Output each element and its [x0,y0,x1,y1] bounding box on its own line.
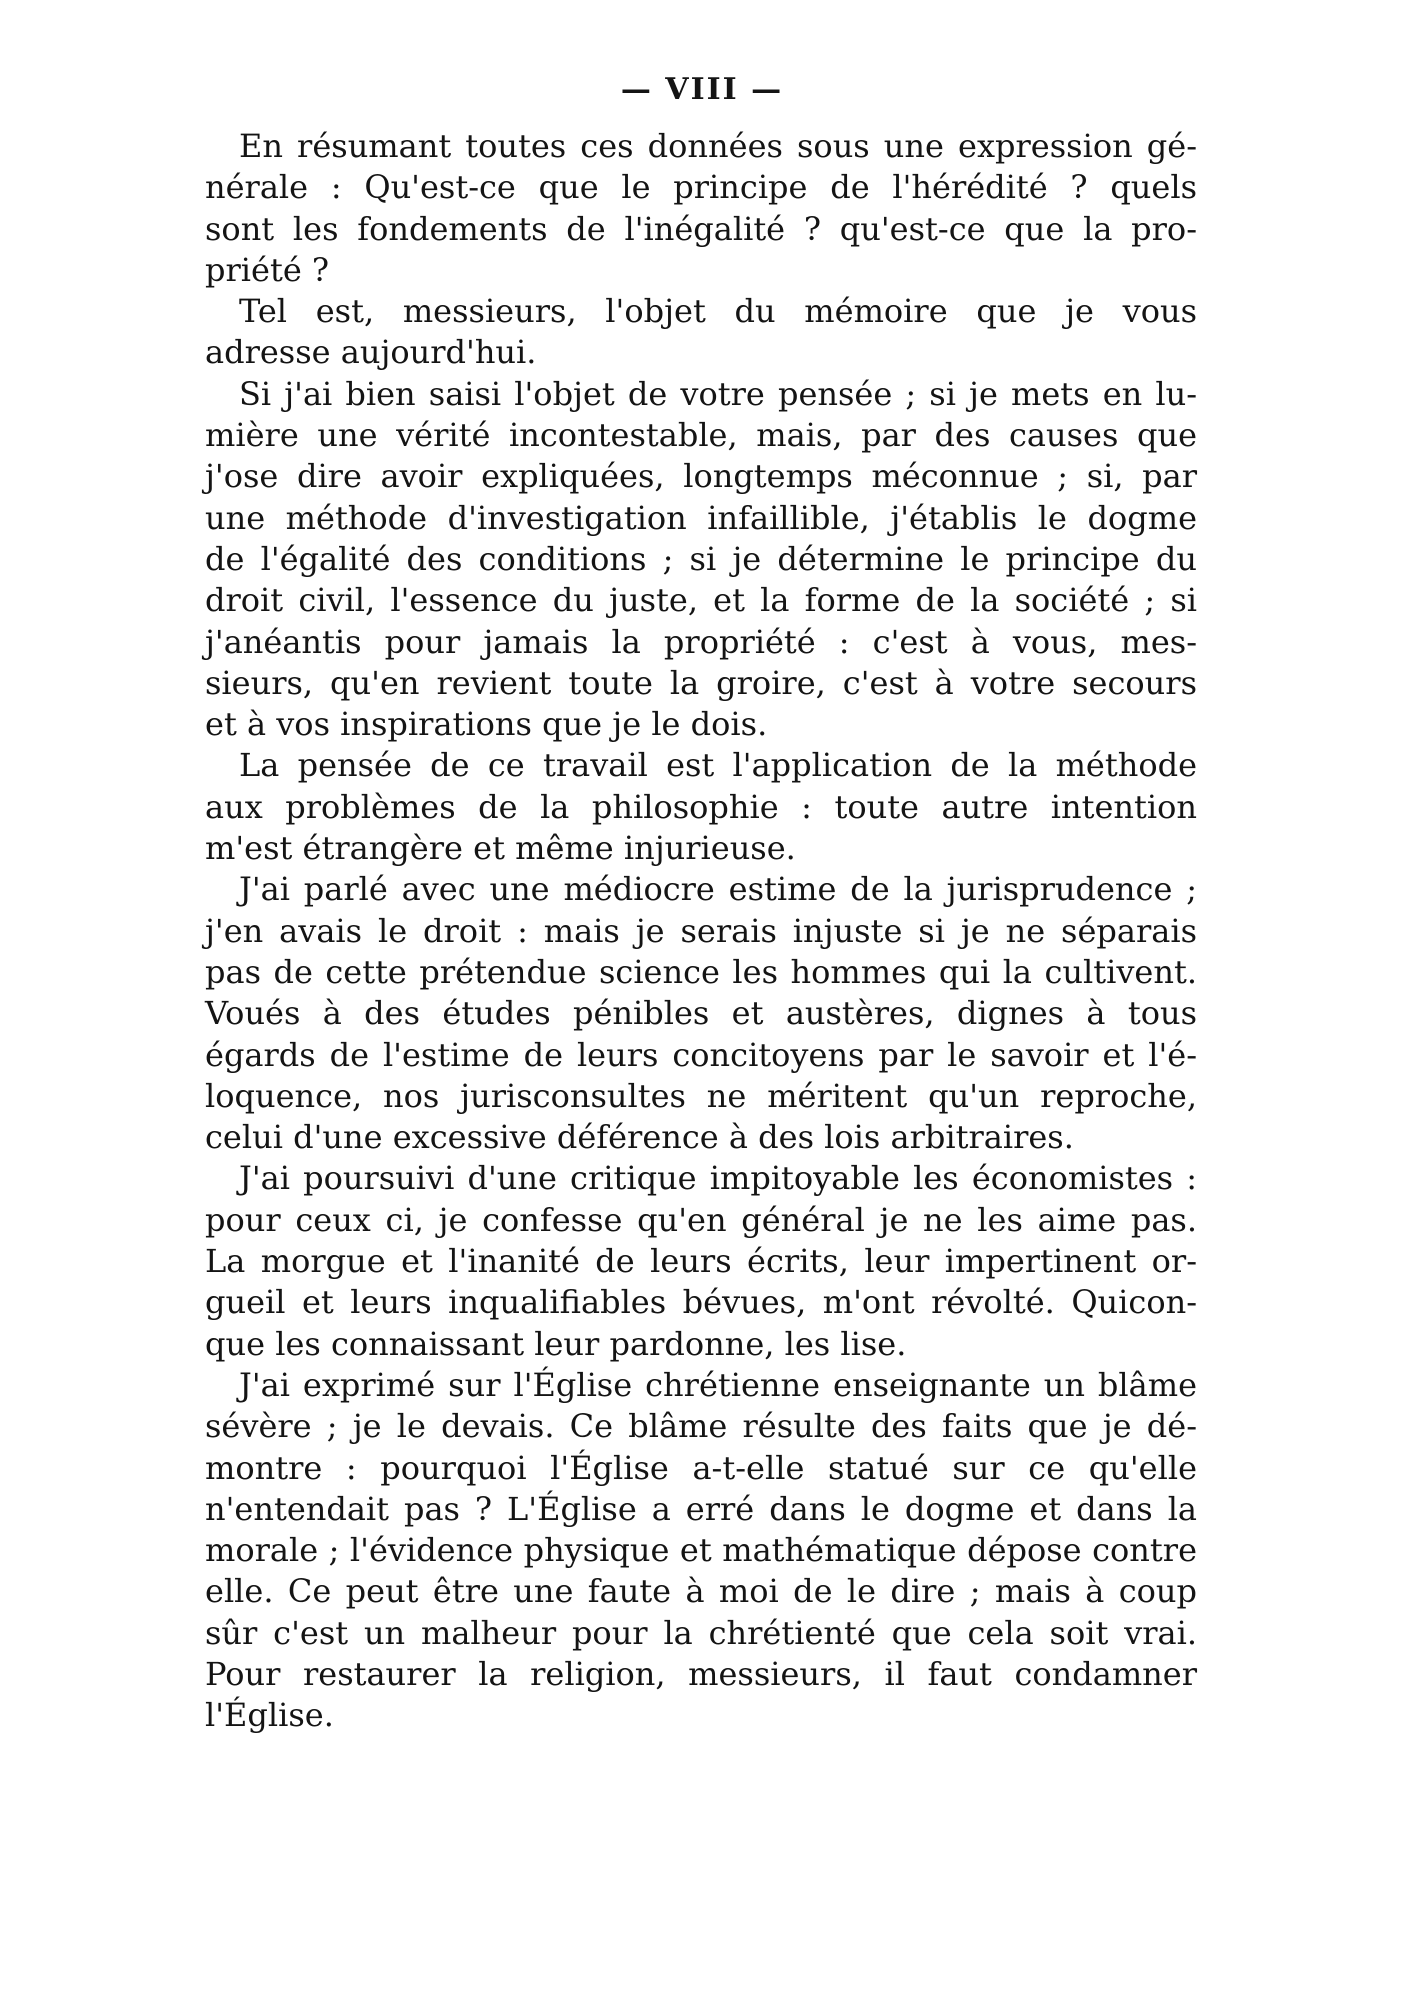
paragraph [205,869,1197,1158]
text-line: Pour restaurer la religion, messieurs, il faut condamner [205,1654,1197,1693]
text-line: morale ; l'évidence physique et mathématique dépose contre [205,1531,1197,1570]
text-line: sieurs, qu'en revient toute la groire, c'est à votre secours [205,663,1197,702]
page-number: — VIII — [620,72,784,107]
text-line: droit civil, l'essence du juste, et la forme de la société ; si [205,581,1197,620]
text-line: celui d'une excessive déférence à des lois arbitraires. [205,1118,1074,1157]
text-line: de l'égalité des conditions ; si je détermine le principe du [205,539,1197,578]
text-line: sont les fondements de l'inégalité ? qu'est-ce que la pro- [205,209,1197,248]
text-line: La pensée de ce travail est l'application de la méthode [239,746,1197,785]
text-line: J'ai parlé avec une médiocre estime de la jurisprudence ; [239,870,1197,909]
text-line: elle. Ce peut être une faute à moi de le dire ; mais à coup [205,1572,1197,1611]
text-line: aux problèmes de la philosophie : toute autre intention [205,787,1197,826]
text-line: loquence, nos jurisconsultes ne méritent qu'un reproche, [205,1076,1197,1115]
text-line: égards de l'estime de leurs concitoyens par le savoir et l'é- [205,1035,1197,1074]
text-line: J'ai poursuivi d'une critique impitoyable les économistes : [239,1159,1197,1198]
text-line: montre : pourquoi l'Église a-t-elle statué sur ce qu'elle [205,1448,1197,1487]
paragraph [205,291,1197,374]
paragraph [205,374,1197,746]
text-line: m'est étrangère et même injurieuse. [205,829,796,868]
text-line: En résumant toutes ces données sous une expression gé- [239,127,1197,165]
text-line: nérale : Qu'est-ce que le principe de l'hérédité ? quels [205,168,1197,207]
text-line: j'en avais le droit : mais je serais injuste si je ne séparais [205,911,1197,950]
text-line: mière une vérité incontestable, mais, par des causes que [205,416,1197,455]
paragraph [205,1365,1197,1737]
text-line: l'Église. [205,1696,334,1735]
paragraph [205,745,1197,869]
text-line: adresse aujourd'hui. [205,333,537,372]
text-line: et à vos inspirations que je le dois. [205,705,768,744]
text-line: j'anéantis pour jamais la propriété : c'est à vous, mes- [205,622,1197,661]
text-line: Tel est, messieurs, l'objet du mémoire que je vous [239,292,1197,331]
text-line: La morgue et l'inanité de leurs écrits, leur impertinent or- [205,1242,1197,1281]
text-line: priété ? [205,250,330,289]
text-line: pour ceux ci, je confesse qu'en général je ne les aime pas. [205,1200,1197,1239]
text-line: gueil et leurs inqualifiables bévues, m'ont révolté. Quicon- [205,1283,1197,1322]
text-line: une méthode d'investigation infaillible, j'établis le dogme [205,498,1197,537]
body-text [205,126,1197,1737]
paragraph [205,1158,1197,1364]
paragraph [205,126,1197,291]
text-line: Si j'ai bien saisi l'objet de votre pensée ; si je mets en lu- [239,374,1197,413]
text-line: j'ose dire avoir expliquées, longtemps méconnue ; si, par [205,457,1197,496]
text-line: sûr c'est un malheur pour la chrétienté que cela soit vrai. [205,1613,1197,1652]
text-line: que les connaissant leur pardonne, les lise. [205,1324,907,1363]
text-line: J'ai exprimé sur l'Église chrétienne enseignante un blâme [239,1365,1197,1404]
text-line: n'entendait pas ? L'Église a erré dans le dogme et dans la [205,1489,1197,1528]
text-line: Voués à des études pénibles et austères, dignes à tous [205,994,1197,1033]
text-line: pas de cette prétendue science les hommes qui la cultivent. [205,952,1197,991]
text-line: sévère ; je le devais. Ce blâme résulte des faits que je dé- [205,1407,1197,1446]
